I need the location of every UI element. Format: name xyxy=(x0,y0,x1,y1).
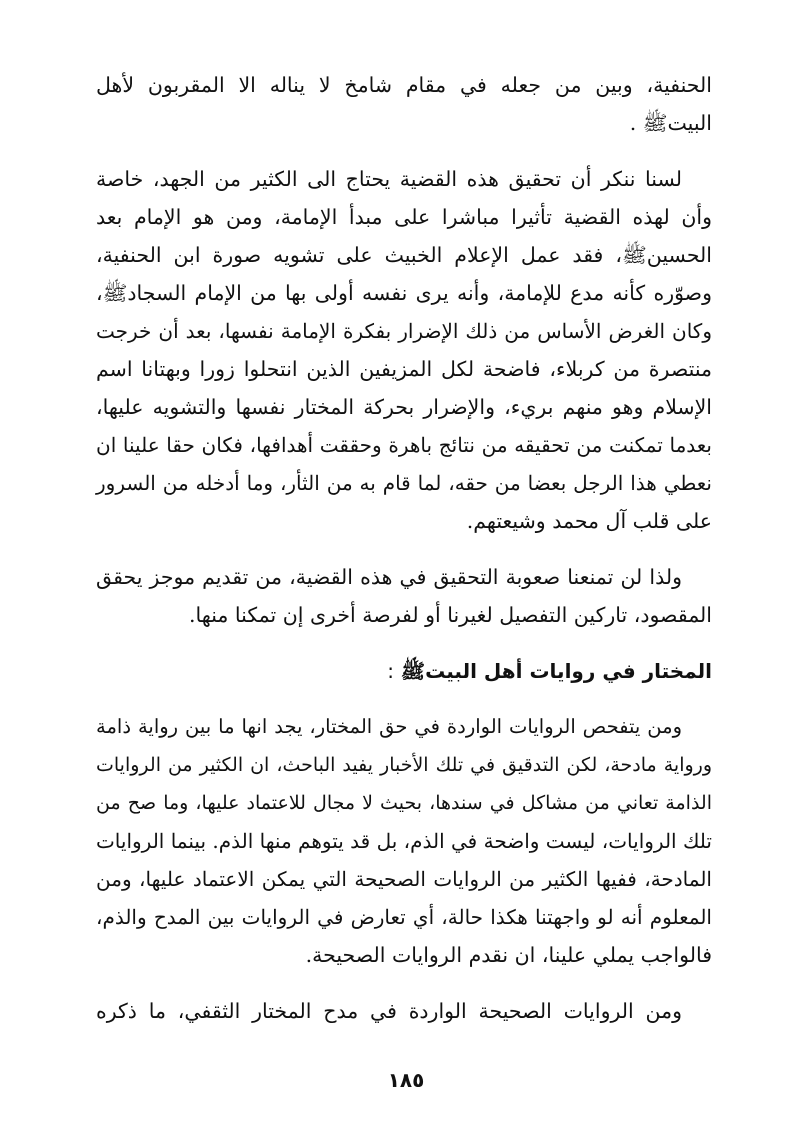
paragraph-4 xyxy=(96,708,712,974)
text-line: وكان الغرض الأساس من ذلك الإضرار بفكرة الإمامة نفسها، بعد أن خرجت xyxy=(96,319,712,343)
text-line: فالواجب يملي علينا، ان نقدم الروايات الصحيحة. xyxy=(305,943,712,967)
text-line: ولذا لن تمنعنا صعوبة التحقيق في هذه القضية، من تقديم موجز يحقق xyxy=(96,565,682,589)
paragraph-3 xyxy=(96,558,712,634)
text-line: وصوّره كأنه مدع للإمامة، وأنه يرى نفسه أولى بها من الإمام السجادﷺ، xyxy=(96,281,712,305)
paragraph-2 xyxy=(96,160,712,540)
text-line: ومن الروايات الصحيحة الواردة في مدح المختار الثقفي، ما ذكره xyxy=(96,999,682,1023)
text-line: ومن يتفحص الروايات الواردة في حق المختار، يجد انها ما بين رواية ذامة xyxy=(96,715,682,738)
text-line: المعلوم أنه لو واجهتنا هكذا حالة، أي تعارض في الروايات بين المدح والذم، xyxy=(96,905,712,929)
text-line: المادحة، ففيها الكثير من الروايات الصحيحة التي يمكن الاعتماد عليها، ومن xyxy=(96,867,712,891)
text-line: الإسلام وهو منهم بريء، والإضرار بحركة المختار نفسها والتشويه عليها، xyxy=(96,395,712,419)
text-line: الحنفية، وبين من جعله في مقام شامخ لا يناله الا المقربون لأهل xyxy=(96,73,712,97)
text-line: الذامة تعاني من مشاكل في سندها، بحيث لا مجال للاعتماد عليها، وما صح من xyxy=(96,792,712,814)
text-line: تلك الروايات، ليست واضحة في الذم، بل قد يتوهم منها الذم. بينما الروايات xyxy=(95,829,712,853)
paragraph-1 xyxy=(96,66,712,142)
text-line: البيتﷺ . xyxy=(629,111,712,135)
page-number: ١٨٥ xyxy=(387,1068,425,1092)
text-line: منتصرة من كربلاء، فاضحة لكل المزيفين الذين انتحلوا زورا وبهتانا اسم xyxy=(96,357,712,381)
paragraph-5 xyxy=(96,992,712,1030)
section-heading xyxy=(96,652,712,690)
text-line: على قلب آل محمد وشيعتهم. xyxy=(466,509,712,533)
text-line: لسنا ننكر أن تحقيق هذه القضية يحتاج الى الكثير من الجهد، خاصة xyxy=(96,167,682,191)
text-line: نعطي هذا الرجل بعضا من حقه، لما قام به من الثأر، وما أدخله من السرور xyxy=(96,471,712,495)
text-line: بعدما تمكنت من تحقيقه من نتائج باهرة وحققت أهدافها، فكان حقا علينا ان xyxy=(96,433,712,457)
section-heading-colon: : xyxy=(387,659,394,683)
book-page xyxy=(96,66,712,1066)
section-heading-text: المختار في روايات أهل البيتﷺ xyxy=(400,659,712,683)
text-line: ورواية مادحة، لكن التدقيق في تلك الأخبار يفيد الباحث، ان الكثير من الروايات xyxy=(96,754,712,776)
text-line: الحسينﷺ، فقد عمل الإعلام الخبيث على تشويه صورة ابن الحنفية، xyxy=(96,243,712,267)
text-line: المقصود، تاركين التفصيل لغيرنا أو لفرصة أخرى إن تمكنا منها. xyxy=(189,603,712,627)
text-line: وأن لهذه القضية تأثيرا مباشرا على مبدأ الإمامة، ومن هو الإمام بعد xyxy=(96,205,712,229)
